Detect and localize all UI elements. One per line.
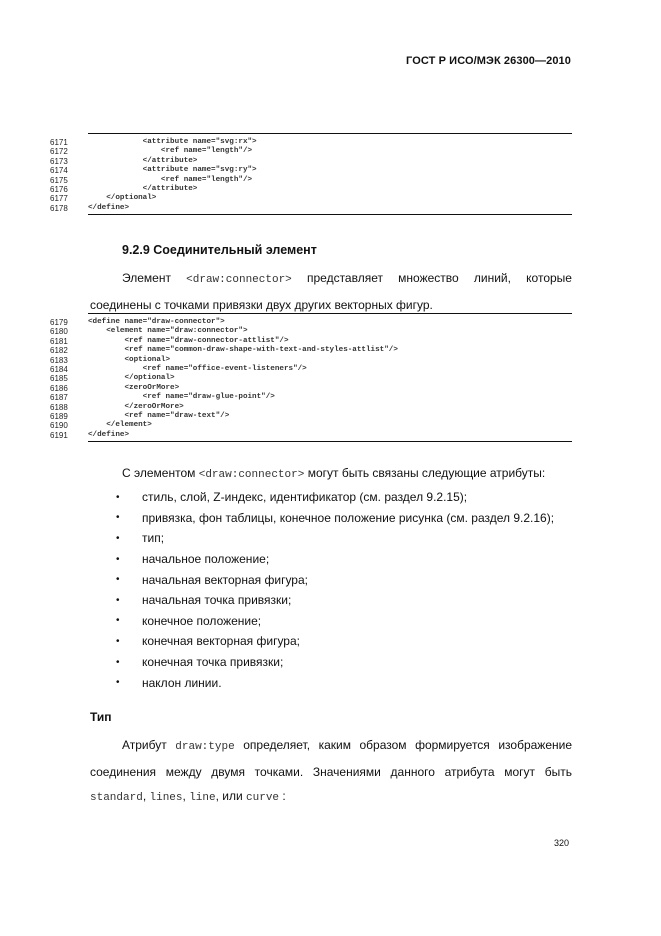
list-item-text: наклон линии. bbox=[142, 675, 222, 690]
line-number: 6172 bbox=[50, 147, 68, 157]
line-number: 6173 bbox=[50, 156, 68, 166]
bullet-icon: • bbox=[116, 491, 120, 503]
document-header: ГОСТ Р ИСО/МЭК 26300—2010 bbox=[406, 55, 571, 67]
list-item bbox=[116, 631, 554, 652]
bullet-icon: • bbox=[116, 656, 120, 668]
line-number: 6174 bbox=[50, 166, 68, 176]
code-text: <define name="draw-connector"> bbox=[88, 318, 225, 326]
bullet-icon: • bbox=[116, 615, 120, 627]
bullet-icon: • bbox=[116, 574, 120, 586]
separator: , bbox=[142, 789, 147, 803]
code-text: <ref name="length"/> bbox=[88, 175, 253, 184]
code-lines bbox=[50, 318, 572, 440]
code-text: <zeroOrMore> bbox=[88, 383, 180, 392]
value-standard: standard bbox=[90, 792, 143, 804]
code-text: </define> bbox=[88, 203, 130, 212]
code-text: <attribute name="svg:ry"> bbox=[88, 166, 257, 175]
list-item-text: начальная векторная фигура; bbox=[142, 572, 308, 587]
list-item-text: тип; bbox=[142, 531, 165, 546]
inline-code: draw:type bbox=[175, 741, 235, 753]
code-top-rule bbox=[88, 133, 572, 134]
intro-text: могут быть связаны следующие атрибуты: bbox=[307, 466, 546, 480]
code-text: </element> bbox=[88, 421, 152, 430]
code-text: <ref name="draw-text"/> bbox=[88, 411, 230, 420]
code-line bbox=[50, 393, 572, 402]
list-item-text: конечное положение; bbox=[142, 613, 262, 628]
code-line bbox=[50, 204, 572, 213]
para-text: представляет множество линий, которые соединены с точками привязки двух других векторных фигур. bbox=[90, 271, 572, 312]
code-text: <optional> bbox=[88, 355, 171, 364]
list-item bbox=[116, 528, 554, 549]
code-line bbox=[50, 365, 572, 374]
list-item-text: стиль, слой, Z-индекс, идентификатор (см. раздел 9.2.15); bbox=[142, 490, 468, 505]
code-text: </attribute> bbox=[88, 184, 198, 193]
code-text: <element name="draw:connector"> bbox=[88, 327, 248, 336]
code-line bbox=[50, 147, 572, 156]
value-curve: curve bbox=[246, 792, 280, 804]
page-number: 320 bbox=[553, 838, 569, 848]
bullet-icon: • bbox=[116, 553, 120, 565]
list-item-text: конечная векторная фигура; bbox=[142, 634, 300, 649]
separator: , или bbox=[215, 789, 243, 803]
list-item-text: привязка, фон таблицы, конечное положение рисунка (см. раздел 9.2.16); bbox=[142, 510, 555, 525]
line-number: 6178 bbox=[50, 203, 68, 213]
section-heading: 9.2.9 Соединительный элемент bbox=[122, 243, 317, 257]
line-number: 6179 bbox=[50, 318, 68, 327]
line-number: 6176 bbox=[50, 184, 68, 194]
line-number: 6181 bbox=[50, 336, 68, 346]
type-heading: Тип bbox=[90, 710, 112, 724]
para-text: Элемент bbox=[122, 271, 171, 285]
inline-code: <draw:connector> bbox=[198, 469, 305, 481]
code-top-rule bbox=[88, 313, 572, 314]
bullet-icon: • bbox=[116, 677, 120, 689]
code-line bbox=[50, 431, 572, 440]
inline-code: <draw:connector> bbox=[186, 274, 292, 286]
line-number: 6187 bbox=[50, 393, 68, 403]
list-item-text: начальное положение; bbox=[142, 552, 270, 567]
code-line bbox=[50, 346, 572, 355]
code-line bbox=[50, 166, 572, 175]
list-item bbox=[116, 611, 554, 632]
code-text: <ref name="common-draw-shape-with-text-and-styles-attlist"/> bbox=[88, 346, 398, 355]
code-line bbox=[50, 356, 572, 365]
code-listing-1 bbox=[50, 133, 572, 215]
code-text: </define> bbox=[88, 430, 130, 439]
code-text: </attribute> bbox=[88, 156, 198, 165]
line-number: 6177 bbox=[50, 194, 68, 204]
value-lines: lines bbox=[149, 792, 183, 804]
code-text: <ref name="draw-glue-point"/> bbox=[88, 393, 275, 402]
line-number: 6184 bbox=[50, 364, 68, 374]
line-number: 6182 bbox=[50, 346, 68, 356]
code-text: <attribute name="svg:rx"> bbox=[88, 138, 257, 146]
bullet-icon: • bbox=[116, 512, 120, 524]
list-item bbox=[116, 487, 554, 508]
list-item-text: конечная точка привязки; bbox=[142, 655, 284, 670]
code-text: </optional> bbox=[88, 374, 175, 383]
code-text: <ref name="draw-connector-attlist"/> bbox=[88, 336, 289, 345]
code-line bbox=[50, 412, 572, 421]
code-listing-2 bbox=[50, 313, 572, 442]
code-text: <ref name="office-event-listeners"/> bbox=[88, 364, 307, 373]
bullet-icon: • bbox=[116, 594, 120, 606]
bullet-icon: • bbox=[116, 532, 120, 544]
type-paragraph bbox=[90, 733, 572, 811]
code-line bbox=[50, 176, 572, 185]
code-line bbox=[50, 421, 572, 430]
list-item bbox=[116, 549, 554, 570]
line-number: 6188 bbox=[50, 402, 68, 412]
section-intro-paragraph bbox=[90, 266, 572, 317]
code-text: <ref name="length"/> bbox=[88, 147, 253, 156]
separator: , bbox=[182, 789, 186, 803]
value-line: line bbox=[189, 792, 216, 804]
code-line bbox=[50, 327, 572, 336]
code-line bbox=[50, 157, 572, 166]
attributes-intro bbox=[122, 466, 545, 481]
code-text: </zeroOrMore> bbox=[88, 402, 184, 411]
list-item bbox=[116, 672, 554, 693]
terminator: : bbox=[282, 789, 286, 803]
code-line bbox=[50, 138, 572, 147]
line-number: 6191 bbox=[50, 430, 68, 440]
code-text: </optional> bbox=[88, 194, 157, 203]
line-number: 6171 bbox=[50, 138, 68, 147]
code-bottom-rule bbox=[88, 441, 572, 442]
list-item-text: начальная точка привязки; bbox=[142, 593, 292, 608]
line-number: 6186 bbox=[50, 383, 68, 393]
code-line bbox=[50, 185, 572, 194]
code-line bbox=[50, 403, 572, 412]
para-text: определяет, каким образом формируется изображение соединения между двумя точками. Значениями данного атрибута могут быть bbox=[90, 738, 573, 779]
list-item bbox=[116, 590, 554, 611]
para-text: Атрибут bbox=[122, 738, 167, 752]
code-line bbox=[50, 384, 572, 393]
code-line bbox=[50, 194, 572, 203]
list-item bbox=[116, 569, 554, 590]
bullet-icon: • bbox=[116, 635, 120, 647]
code-lines bbox=[50, 138, 572, 213]
line-number: 6190 bbox=[50, 421, 68, 431]
line-number: 6189 bbox=[50, 411, 68, 421]
code-bottom-rule bbox=[88, 214, 572, 215]
intro-text: С элементом bbox=[122, 466, 196, 480]
line-number: 6175 bbox=[50, 175, 68, 185]
code-line bbox=[50, 374, 572, 383]
line-number: 6180 bbox=[50, 327, 68, 337]
list-item bbox=[116, 652, 554, 673]
code-line bbox=[50, 337, 572, 346]
line-number: 6183 bbox=[50, 355, 68, 365]
list-item bbox=[116, 508, 554, 529]
code-line bbox=[50, 318, 572, 327]
attributes-list bbox=[116, 487, 554, 693]
line-number: 6185 bbox=[50, 374, 68, 384]
